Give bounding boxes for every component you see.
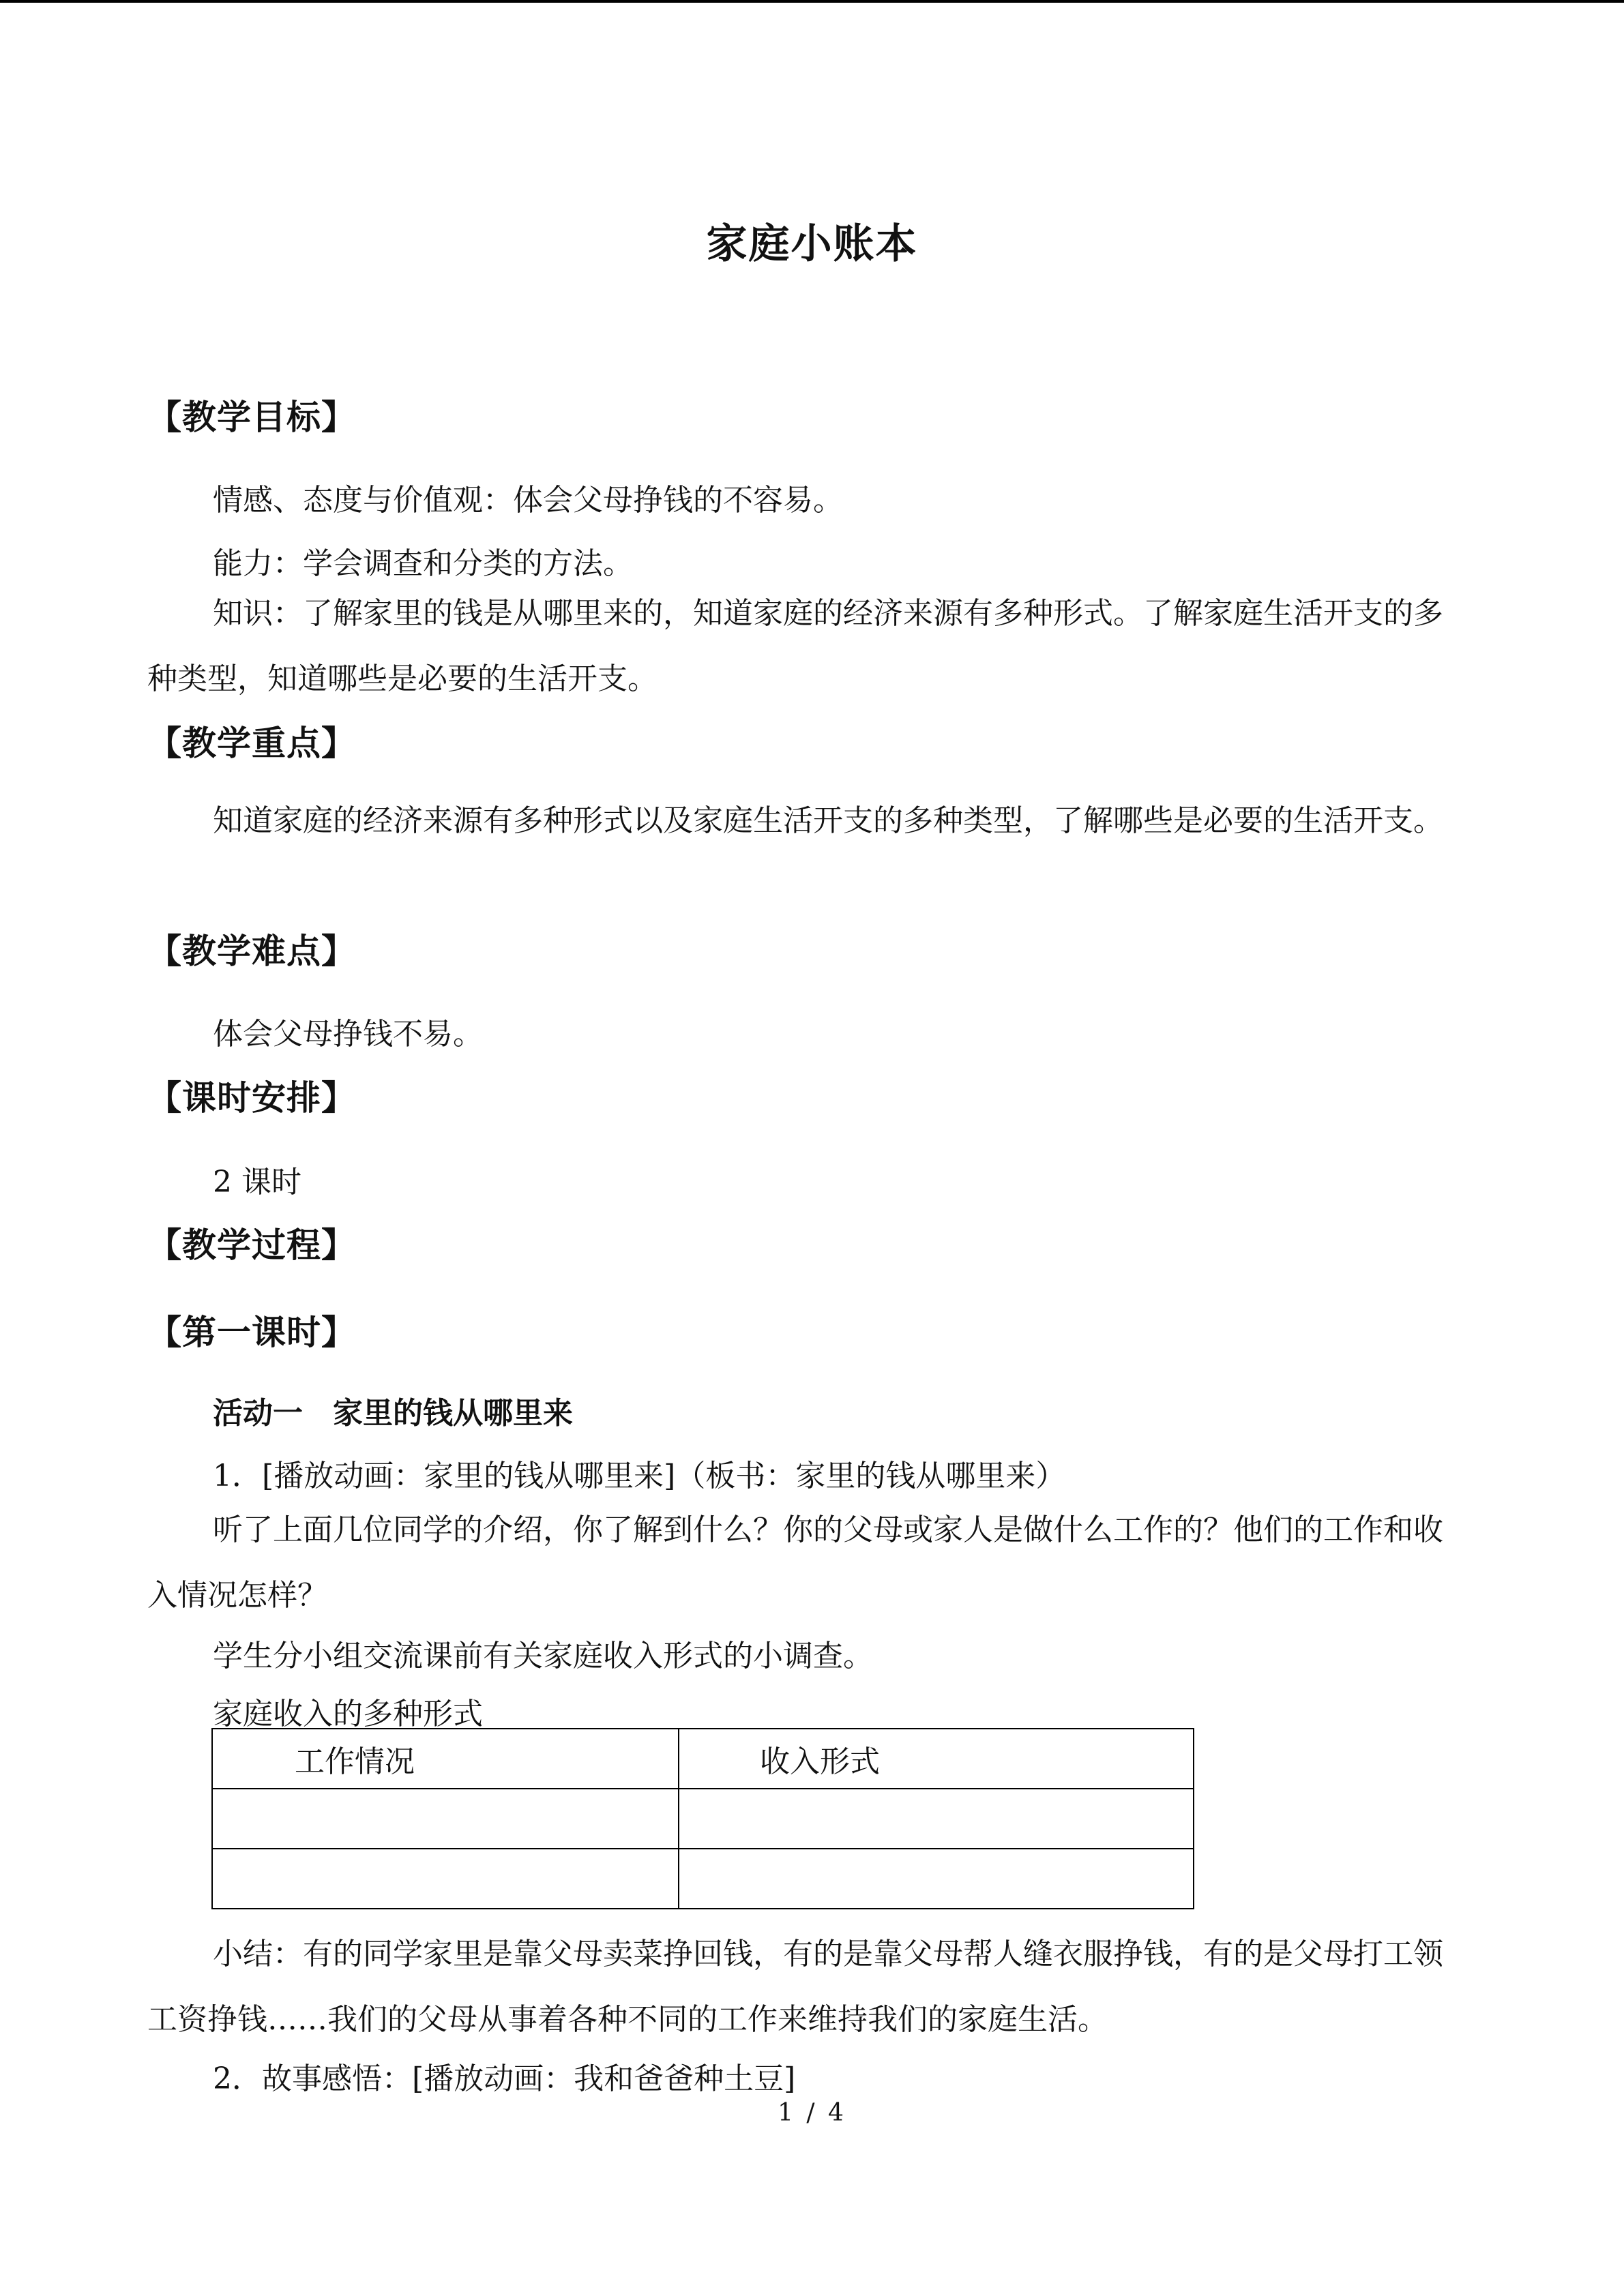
table-row [212,1789,1194,1849]
income-table [211,1728,1194,1909]
heading-key-points: 【教学重点】 [147,724,356,763]
heading-objectives: 【教学目标】 [147,398,356,437]
activity-title: 活动一 家里的钱从哪里来 [213,1396,573,1431]
heading-process: 【教学过程】 [147,1225,356,1265]
table-header-cell: 工作情况 [212,1729,679,1789]
step2-text: 2．故事感悟：[播放动画：我和爸爸种土豆] [213,2061,796,2096]
schedule-text: 2 课时 [213,1165,301,1199]
exchange-text: 学生分小组交流课前有关家庭收入形式的小调查。 [213,1639,873,1673]
difficulties-text: 体会父母挣钱不易。 [213,1017,483,1052]
heading-lesson1: 【第一课时】 [147,1313,356,1352]
table-cell [212,1849,679,1909]
table-header-row [212,1729,1194,1789]
table-row [212,1849,1194,1909]
step1-text: 1．[播放动画：家里的钱从哪里来]（板书：家里的钱从哪里来） [213,1459,1066,1493]
heading-difficulties: 【教学难点】 [147,931,356,971]
page-number: 1 / 4 [778,2099,846,2127]
table-cell [679,1849,1194,1909]
summary-text: 小结：有的同学家里是靠父母卖菜挣回钱，有的是靠父母帮人缝衣服挣钱，有的是父母打工领工资挣钱……我们的父母从事着各种不同的工作来维持我们的家庭生活。 [147,1937,1443,2037]
objective-ability: 能力：学会调查和分类的方法。 [213,546,633,581]
table-header-cell: 收入形式 [679,1729,1194,1789]
objective-emotion: 情感、态度与价值观：体会父母挣钱的不容易。 [213,483,843,518]
table-cell [212,1789,679,1849]
table-caption: 家庭收入的多种形式 [213,1697,483,1731]
heading-schedule: 【课时安排】 [147,1078,356,1118]
objective-knowledge: 知识：了解家里的钱是从哪里来的，知道家庭的经济来源有多种形式。了解家庭生活开支的多种类型，知道哪些是必要的生活开支。 [147,596,1443,696]
document-title: 家庭小账本 [706,220,918,268]
question-text: 听了上面几位同学的介绍，你了解到什么？你的父母或家人是做什么工作的？他们的工作和收入情况怎样？ [147,1512,1443,1613]
key-points-text: 知道家庭的经济来源有多种形式以及家庭生活开支的多种类型，了解哪些是必要的生活开支。 [213,803,1443,838]
table-cell [679,1789,1194,1849]
